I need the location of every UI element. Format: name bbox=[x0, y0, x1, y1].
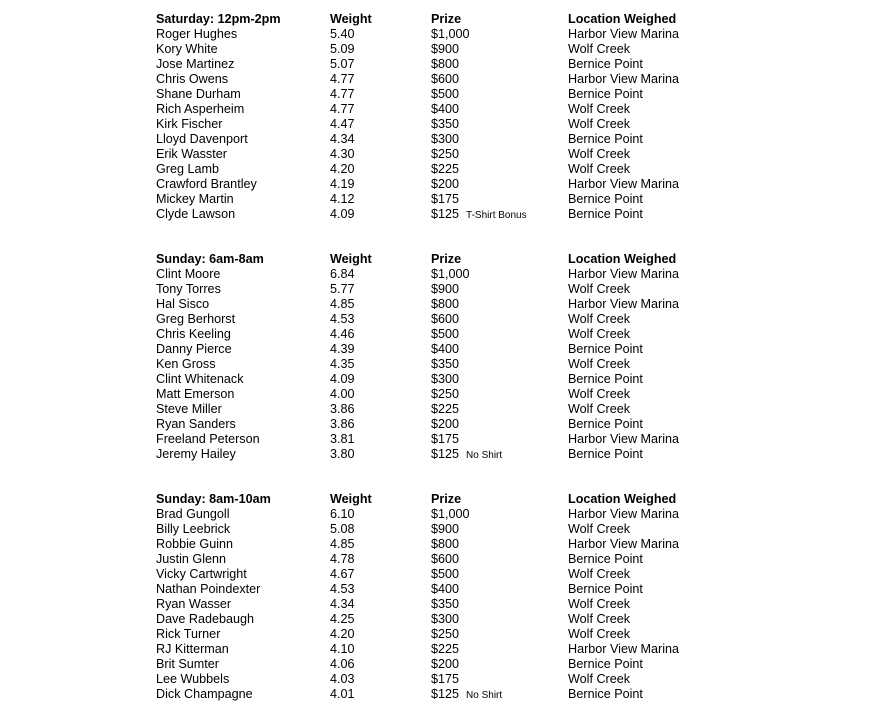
prize-column-header: Prize bbox=[431, 492, 462, 506]
prize-amount bbox=[431, 177, 459, 192]
prize-value: $300 bbox=[431, 132, 460, 146]
results-section bbox=[156, 252, 736, 462]
prize-amount bbox=[431, 612, 459, 627]
weigh-location: Wolf Creek bbox=[568, 567, 631, 581]
prize-amount bbox=[431, 207, 527, 223]
weigh-location: Harbor View Marina bbox=[568, 507, 680, 521]
results-section bbox=[156, 12, 736, 222]
fish-weight: 4.67 bbox=[330, 567, 355, 581]
fish-weight: 4.85 bbox=[330, 537, 355, 551]
prize-amount bbox=[431, 372, 459, 387]
angler-name: Steve Miller bbox=[156, 402, 222, 416]
prize-amount bbox=[431, 447, 502, 463]
table-row bbox=[156, 207, 736, 222]
location-column-header: Location Weighed bbox=[568, 492, 677, 506]
fish-weight: 3.86 bbox=[330, 402, 355, 416]
prize-amount bbox=[431, 132, 459, 147]
weight-column-header: Weight bbox=[330, 252, 372, 266]
table-row bbox=[156, 282, 736, 297]
fish-weight: 4.20 bbox=[330, 162, 355, 176]
prize-value: $225 bbox=[431, 402, 460, 416]
weigh-location: Bernice Point bbox=[568, 87, 643, 101]
weigh-location: Wolf Creek bbox=[568, 147, 631, 161]
angler-name: Shane Durham bbox=[156, 87, 241, 101]
results-list bbox=[156, 507, 736, 702]
prize-amount bbox=[431, 72, 459, 87]
weigh-location: Bernice Point bbox=[568, 132, 643, 146]
prize-note: T-Shirt Bonus bbox=[466, 210, 527, 221]
prize-value: $1,000 bbox=[431, 507, 470, 521]
weigh-location: Wolf Creek bbox=[568, 597, 631, 611]
weigh-location: Wolf Creek bbox=[568, 402, 631, 416]
angler-name: Ken Gross bbox=[156, 357, 216, 371]
angler-name: Kory White bbox=[156, 42, 218, 56]
prize-value: $125 bbox=[431, 447, 460, 461]
angler-name: Billy Leebrick bbox=[156, 522, 231, 536]
angler-name: Hal Sisco bbox=[156, 297, 210, 311]
table-row bbox=[156, 42, 736, 57]
fish-weight: 4.77 bbox=[330, 102, 355, 116]
fish-weight: 5.40 bbox=[330, 27, 355, 41]
session-heading: Sunday: 8am-10am bbox=[156, 492, 271, 506]
fish-weight: 4.46 bbox=[330, 327, 355, 341]
location-column-header: Location Weighed bbox=[568, 252, 677, 266]
fish-weight: 5.07 bbox=[330, 57, 355, 71]
prize-amount bbox=[431, 57, 459, 72]
prize-value: $175 bbox=[431, 672, 460, 686]
prize-value: $250 bbox=[431, 387, 460, 401]
angler-name: Brad Gungoll bbox=[156, 507, 230, 521]
angler-name: Ryan Sanders bbox=[156, 417, 236, 431]
weigh-location: Wolf Creek bbox=[568, 357, 631, 371]
angler-name: Justin Glenn bbox=[156, 552, 227, 566]
fish-weight: 5.08 bbox=[330, 522, 355, 536]
angler-name: Vicky Cartwright bbox=[156, 567, 247, 581]
fish-weight: 4.06 bbox=[330, 657, 355, 671]
prize-value: $300 bbox=[431, 372, 460, 386]
table-row bbox=[156, 342, 736, 357]
prize-amount bbox=[431, 522, 459, 537]
angler-name: Erik Wasster bbox=[156, 147, 227, 161]
fish-weight: 4.10 bbox=[330, 642, 355, 656]
prize-amount bbox=[431, 297, 459, 312]
weigh-location: Harbor View Marina bbox=[568, 432, 680, 446]
prize-amount bbox=[431, 537, 459, 552]
table-row bbox=[156, 567, 736, 582]
results-list bbox=[156, 267, 736, 462]
table-row bbox=[156, 522, 736, 537]
weigh-location: Wolf Creek bbox=[568, 387, 631, 401]
angler-name: Mickey Martin bbox=[156, 192, 234, 206]
prize-amount bbox=[431, 507, 470, 522]
prize-value: $200 bbox=[431, 177, 460, 191]
prize-amount bbox=[431, 417, 459, 432]
angler-name: Dave Radebaugh bbox=[156, 612, 255, 626]
prize-amount bbox=[431, 102, 459, 117]
prize-value: $250 bbox=[431, 147, 460, 161]
fish-weight: 3.80 bbox=[330, 447, 355, 461]
prize-note: No Shirt bbox=[466, 450, 503, 461]
prize-amount bbox=[431, 42, 459, 57]
prize-value: $175 bbox=[431, 432, 460, 446]
table-row bbox=[156, 147, 736, 162]
fish-weight: 4.53 bbox=[330, 312, 355, 326]
prize-value: $600 bbox=[431, 552, 460, 566]
table-row bbox=[156, 537, 736, 552]
table-row bbox=[156, 327, 736, 342]
prize-amount bbox=[431, 582, 459, 597]
angler-name: Roger Hughes bbox=[156, 27, 238, 41]
angler-name: Tony Torres bbox=[156, 282, 221, 296]
table-row bbox=[156, 552, 736, 567]
prize-value: $225 bbox=[431, 162, 460, 176]
table-row bbox=[156, 57, 736, 72]
table-row bbox=[156, 102, 736, 117]
prize-amount bbox=[431, 567, 459, 582]
fish-weight: 4.09 bbox=[330, 372, 355, 386]
table-row bbox=[156, 192, 736, 207]
table-row bbox=[156, 507, 736, 522]
fish-weight: 4.85 bbox=[330, 297, 355, 311]
angler-name: Crawford Brantley bbox=[156, 177, 257, 191]
prize-value: $400 bbox=[431, 342, 460, 356]
angler-name: Rich Asperheim bbox=[156, 102, 245, 116]
prize-value: $500 bbox=[431, 327, 460, 341]
prize-amount bbox=[431, 357, 459, 372]
angler-name: Lee Wubbels bbox=[156, 672, 230, 686]
fish-weight: 4.25 bbox=[330, 612, 355, 626]
table-row bbox=[156, 687, 736, 702]
weigh-location: Wolf Creek bbox=[568, 42, 631, 56]
table-row bbox=[156, 117, 736, 132]
fish-weight: 4.09 bbox=[330, 207, 355, 221]
fish-weight: 6.84 bbox=[330, 267, 355, 281]
fish-weight: 4.39 bbox=[330, 342, 355, 356]
prize-value: $900 bbox=[431, 282, 460, 296]
prize-amount bbox=[431, 27, 470, 42]
fish-weight: 4.30 bbox=[330, 147, 355, 161]
fish-weight: 4.53 bbox=[330, 582, 355, 596]
fish-weight: 4.19 bbox=[330, 177, 355, 191]
table-row bbox=[156, 657, 736, 672]
weigh-location: Bernice Point bbox=[568, 192, 643, 206]
angler-name: Clyde Lawson bbox=[156, 207, 236, 221]
table-row bbox=[156, 612, 736, 627]
prize-value: $1,000 bbox=[431, 27, 470, 41]
table-row bbox=[156, 177, 736, 192]
results-list bbox=[156, 27, 736, 222]
fish-weight: 4.47 bbox=[330, 117, 355, 131]
prize-amount bbox=[431, 117, 459, 132]
prize-amount bbox=[431, 642, 459, 657]
angler-name: Clint Moore bbox=[156, 267, 221, 281]
fish-weight: 4.00 bbox=[330, 387, 355, 401]
angler-name: Kirk Fischer bbox=[156, 117, 223, 131]
angler-name: Ryan Wasser bbox=[156, 597, 232, 611]
angler-name: Jeremy Hailey bbox=[156, 447, 236, 461]
prize-amount bbox=[431, 552, 459, 567]
table-row bbox=[156, 672, 736, 687]
prize-amount bbox=[431, 87, 459, 102]
results-section bbox=[156, 492, 736, 702]
prize-amount bbox=[431, 282, 459, 297]
weigh-location: Wolf Creek bbox=[568, 102, 631, 116]
section-header bbox=[156, 252, 736, 267]
weigh-location: Wolf Creek bbox=[568, 627, 631, 641]
prize-column-header: Prize bbox=[431, 12, 462, 26]
fish-weight: 4.03 bbox=[330, 672, 355, 686]
table-row bbox=[156, 402, 736, 417]
prize-amount bbox=[431, 402, 459, 417]
prize-value: $500 bbox=[431, 567, 460, 581]
table-row bbox=[156, 627, 736, 642]
weigh-location: Harbor View Marina bbox=[568, 27, 680, 41]
location-column-header: Location Weighed bbox=[568, 12, 677, 26]
weigh-location: Harbor View Marina bbox=[568, 642, 680, 656]
fish-weight: 4.77 bbox=[330, 72, 355, 86]
angler-name: Chris Keeling bbox=[156, 327, 231, 341]
prize-amount bbox=[431, 657, 459, 672]
prize-value: $800 bbox=[431, 537, 460, 551]
fish-weight: 4.34 bbox=[330, 132, 355, 146]
table-row bbox=[156, 417, 736, 432]
table-row bbox=[156, 27, 736, 42]
prize-value: $200 bbox=[431, 657, 460, 671]
weigh-location: Harbor View Marina bbox=[568, 177, 680, 191]
prize-value: $900 bbox=[431, 42, 460, 56]
table-row bbox=[156, 162, 736, 177]
angler-name: Danny Pierce bbox=[156, 342, 232, 356]
prize-amount bbox=[431, 267, 470, 282]
table-row bbox=[156, 597, 736, 612]
table-row bbox=[156, 642, 736, 657]
angler-name: Greg Berhorst bbox=[156, 312, 236, 326]
weigh-location: Bernice Point bbox=[568, 342, 643, 356]
angler-name: Dick Champagne bbox=[156, 687, 253, 701]
fish-weight: 3.86 bbox=[330, 417, 355, 431]
prize-value: $900 bbox=[431, 522, 460, 536]
table-row bbox=[156, 582, 736, 597]
weigh-location: Wolf Creek bbox=[568, 612, 631, 626]
weigh-location: Bernice Point bbox=[568, 207, 643, 221]
weigh-location: Bernice Point bbox=[568, 687, 643, 701]
angler-name: Rick Turner bbox=[156, 627, 221, 641]
weigh-location: Bernice Point bbox=[568, 582, 643, 596]
prize-amount bbox=[431, 327, 459, 342]
weigh-location: Harbor View Marina bbox=[568, 537, 680, 551]
weigh-location: Wolf Creek bbox=[568, 522, 631, 536]
prize-value: $800 bbox=[431, 57, 460, 71]
angler-name: Robbie Guinn bbox=[156, 537, 234, 551]
angler-name: RJ Kitterman bbox=[156, 642, 229, 656]
table-row bbox=[156, 132, 736, 147]
weigh-location: Bernice Point bbox=[568, 657, 643, 671]
fish-weight: 4.20 bbox=[330, 627, 355, 641]
fish-weight: 4.34 bbox=[330, 597, 355, 611]
prize-value: $125 bbox=[431, 207, 460, 221]
weight-column-header: Weight bbox=[330, 492, 372, 506]
fish-weight: 5.09 bbox=[330, 42, 355, 56]
prize-value: $125 bbox=[431, 687, 460, 701]
prize-column-header: Prize bbox=[431, 252, 462, 266]
fish-weight: 4.01 bbox=[330, 687, 355, 701]
prize-amount bbox=[431, 192, 459, 207]
weigh-location: Bernice Point bbox=[568, 372, 643, 386]
weigh-location: Bernice Point bbox=[568, 552, 643, 566]
prize-value: $250 bbox=[431, 627, 460, 641]
prize-amount bbox=[431, 342, 459, 357]
angler-name: Lloyd Davenport bbox=[156, 132, 248, 146]
prize-value: $175 bbox=[431, 192, 460, 206]
weigh-location: Wolf Creek bbox=[568, 117, 631, 131]
fish-weight: 4.35 bbox=[330, 357, 355, 371]
fish-weight: 4.78 bbox=[330, 552, 355, 566]
weigh-location: Wolf Creek bbox=[568, 672, 631, 686]
prize-value: $350 bbox=[431, 117, 460, 131]
table-row bbox=[156, 387, 736, 402]
fish-weight: 5.77 bbox=[330, 282, 355, 296]
fish-weight: 6.10 bbox=[330, 507, 355, 521]
prize-value: $400 bbox=[431, 582, 460, 596]
prize-amount bbox=[431, 162, 459, 177]
fish-weight: 3.81 bbox=[330, 432, 355, 446]
weigh-location: Wolf Creek bbox=[568, 327, 631, 341]
prize-value: $500 bbox=[431, 87, 460, 101]
session-heading: Sunday: 6am-8am bbox=[156, 252, 264, 266]
prize-value: $600 bbox=[431, 312, 460, 326]
angler-name: Jose Martinez bbox=[156, 57, 235, 71]
fish-weight: 4.77 bbox=[330, 87, 355, 101]
prize-value: $300 bbox=[431, 612, 460, 626]
prize-amount bbox=[431, 597, 459, 612]
prize-amount bbox=[431, 387, 459, 402]
weigh-location: Wolf Creek bbox=[568, 162, 631, 176]
session-heading: Saturday: 12pm-2pm bbox=[156, 12, 281, 26]
weigh-location: Bernice Point bbox=[568, 447, 643, 461]
weigh-location: Harbor View Marina bbox=[568, 267, 680, 281]
prize-value: $400 bbox=[431, 102, 460, 116]
prize-value: $350 bbox=[431, 357, 460, 371]
section-header bbox=[156, 492, 736, 507]
angler-name: Nathan Poindexter bbox=[156, 582, 261, 596]
table-row bbox=[156, 372, 736, 387]
weigh-location: Harbor View Marina bbox=[568, 297, 680, 311]
angler-name: Chris Owens bbox=[156, 72, 229, 86]
weigh-location: Wolf Creek bbox=[568, 282, 631, 296]
angler-name: Matt Emerson bbox=[156, 387, 235, 401]
table-row bbox=[156, 312, 736, 327]
prize-note: No Shirt bbox=[466, 690, 503, 701]
prize-value: $800 bbox=[431, 297, 460, 311]
table-row bbox=[156, 297, 736, 312]
angler-name: Freeland Peterson bbox=[156, 432, 260, 446]
fish-weight: 4.12 bbox=[330, 192, 355, 206]
table-row bbox=[156, 267, 736, 282]
prize-amount bbox=[431, 627, 459, 642]
weigh-location: Harbor View Marina bbox=[568, 72, 680, 86]
table-row bbox=[156, 447, 736, 462]
weight-column-header: Weight bbox=[330, 12, 372, 26]
table-row bbox=[156, 432, 736, 447]
weigh-location: Wolf Creek bbox=[568, 312, 631, 326]
prize-amount bbox=[431, 312, 459, 327]
prize-amount bbox=[431, 147, 459, 162]
prize-amount bbox=[431, 432, 459, 447]
prize-value: $1,000 bbox=[431, 267, 470, 281]
weigh-location: Bernice Point bbox=[568, 57, 643, 71]
table-row bbox=[156, 357, 736, 372]
prize-value: $600 bbox=[431, 72, 460, 86]
table-row bbox=[156, 87, 736, 102]
angler-name: Greg Lamb bbox=[156, 162, 219, 176]
weigh-location: Bernice Point bbox=[568, 417, 643, 431]
prize-amount bbox=[431, 687, 502, 703]
prize-amount bbox=[431, 672, 459, 687]
angler-name: Clint Whitenack bbox=[156, 372, 244, 386]
angler-name: Brit Sumter bbox=[156, 657, 219, 671]
section-header bbox=[156, 12, 736, 27]
prize-value: $200 bbox=[431, 417, 460, 431]
prize-value: $350 bbox=[431, 597, 460, 611]
prize-value: $225 bbox=[431, 642, 460, 656]
table-row bbox=[156, 72, 736, 87]
